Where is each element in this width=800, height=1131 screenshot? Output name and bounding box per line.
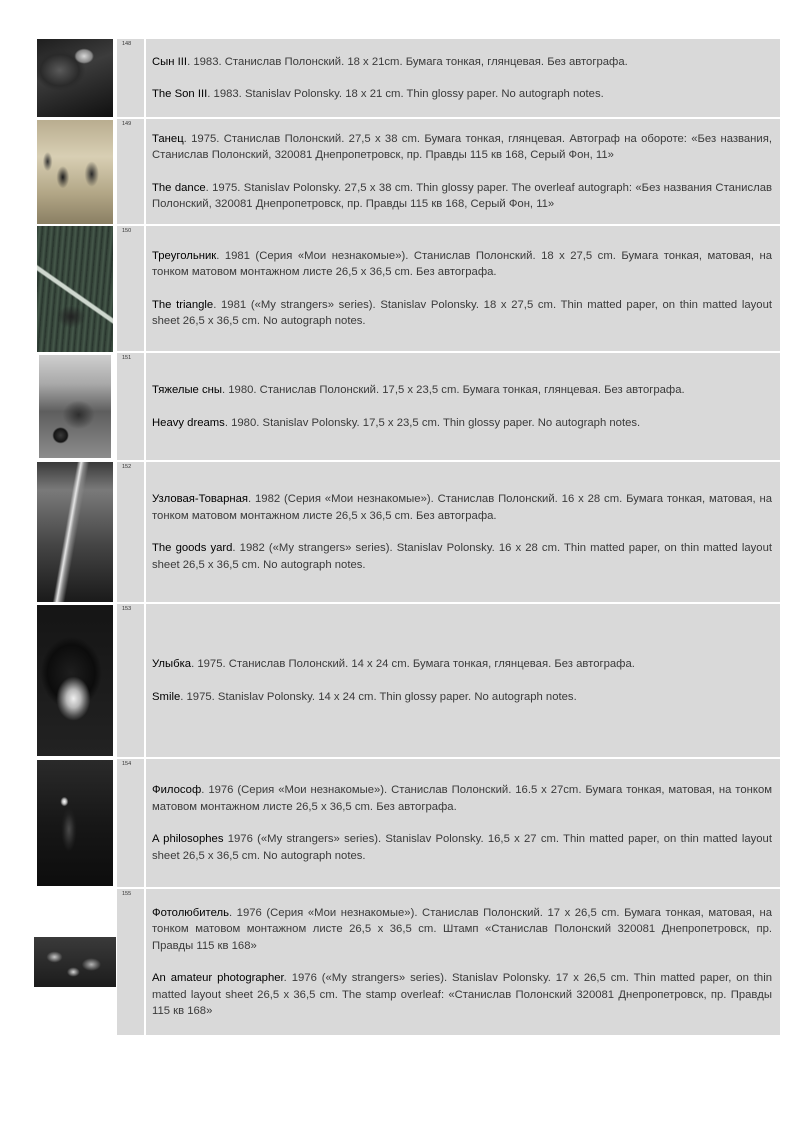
entry-number-cell: [116, 462, 146, 602]
entry-number-cell: [116, 226, 146, 351]
thumbnail-cell: [34, 759, 116, 887]
catalog-entry: [34, 462, 780, 604]
russian-details: . 1975. Станислав Полонский. 27,5 x 38 cm. Бумага тонкая, глянцевая. Автограф на обороте: «Без названия, Станислав Полонский, 320081 Днепропетровск, пр. Правды 115 кв 168, Серый Фон, 11»: [152, 132, 772, 161]
russian-title: Тяжелые сны: [152, 384, 222, 396]
description-cell: [146, 604, 780, 757]
entry-number-cell: [116, 889, 146, 1035]
photo-thumbnail: [39, 355, 111, 458]
entry-number-cell: [116, 39, 146, 117]
english-description: [152, 689, 772, 706]
photo-thumbnail: [37, 760, 113, 886]
russian-details: . 1980. Станислав Полонский. 17,5 x 23,5 cm. Бумага тонкая, глянцевая. Без автографа.: [222, 384, 685, 396]
entry-number: 148: [122, 41, 132, 47]
english-title: Heavy dreams: [152, 416, 225, 429]
english-description: [152, 86, 772, 103]
catalog-entry: [34, 889, 780, 1037]
catalog-entry: [34, 119, 780, 226]
russian-title: Узловая-Товарная: [152, 493, 249, 505]
russian-title: Сын III: [152, 55, 188, 68]
catalog-entry: [34, 39, 780, 119]
description-cell: [146, 39, 780, 117]
catalog-entry: [34, 226, 780, 353]
russian-description: [152, 131, 772, 164]
russian-details: . 1976 (Серия «Мои незнакомые»). Станислав Полонский. 16.5 x 27cm. Бумага тонкая, матовая, на тонком матовом монтажном листе 26,5 x 36,5 cm. Без автографа.: [152, 784, 772, 813]
entry-number: 149: [122, 121, 132, 127]
description-cell: [146, 226, 780, 351]
photo-thumbnail: [37, 605, 113, 756]
photo-thumbnail: [37, 462, 113, 602]
entry-number: 152: [122, 464, 132, 470]
english-details: . 1975. Stanislav Polonsky. 14 x 24 cm. Thin glossy paper. No autograph notes.: [180, 690, 577, 703]
russian-title: Философ: [152, 784, 202, 796]
entry-number: 155: [122, 891, 132, 897]
russian-title: Фотолюбитель: [152, 906, 229, 919]
english-details: . 1975. Stanislav Polonsky. 27,5 x 38 cm. Thin glossy paper. The overleaf autograph: «Без названия Станислав Полонский, 320081 Днепропетровск, пр. Правды 115 кв 168, Серый Фон, 11»: [152, 181, 772, 210]
russian-description: [152, 54, 772, 71]
photo-thumbnail: [37, 39, 113, 117]
russian-details: . 1981 (Серия «Мои незнакомые»). Станислав Полонский. 18 x 27,5 cm. Бумага тонкая, матовая, на тонком матовом монтажном листе 26,5 x 36,5 cm. Без автографа.: [152, 249, 772, 278]
english-title: Smile: [152, 690, 181, 703]
russian-description: [152, 656, 772, 673]
russian-title: Танец: [152, 132, 184, 145]
description-cell: [146, 759, 780, 887]
english-details: . 1981 («My strangers» series). Stanislav Polonsky. 18 x 27,5 cm. Thin matted paper, on thin matted layout sheet 26,5 x 36,5 cm. No autograph notes.: [152, 298, 772, 327]
english-title: A philosophes: [152, 833, 224, 845]
russian-title: Улыбка: [152, 658, 192, 670]
english-description: [152, 831, 772, 864]
thumbnail-cell: [34, 353, 116, 460]
photo-thumbnail: [37, 120, 113, 224]
thumbnail-cell: [34, 119, 116, 224]
catalog-entry: [34, 604, 780, 759]
russian-details: . 1983. Станислав Полонский. 18 x 21cm. Бумага тонкая, глянцевая. Без автографа.: [187, 55, 628, 68]
russian-description: [152, 248, 772, 281]
russian-details: . 1975. Станислав Полонский. 14 x 24 cm. Бумага тонкая, глянцевая. Без автографа.: [191, 658, 635, 670]
catalog-table: [34, 39, 780, 1037]
english-description: [152, 970, 772, 1020]
english-details: . 1982 («My strangers» series). Stanislav Polonsky. 16 x 28 cm. Thin matted paper, on thin matted layout sheet 26,5 x 36,5 cm. No autograph notes.: [152, 542, 772, 571]
russian-description: [152, 782, 772, 815]
russian-details: . 1982 (Серия «Мои незнакомые»). Станислав Полонский. 16 x 28 cm. Бумага тонкая, матовая, на тонком матовом монтажном листе 26,5 x 36,5 cm. Без автографа.: [152, 493, 772, 522]
english-description: [152, 415, 772, 432]
english-title: The Son III: [152, 88, 208, 100]
description-cell: [146, 119, 780, 224]
english-title: An amateur photographer: [152, 972, 284, 984]
description-cell: [146, 889, 780, 1035]
thumbnail-cell: [34, 462, 116, 602]
entry-number-cell: [116, 119, 146, 224]
entry-number-cell: [116, 604, 146, 757]
entry-number: 153: [122, 606, 132, 612]
russian-description: [152, 905, 772, 955]
entry-number-cell: [116, 353, 146, 460]
thumbnail-cell: [34, 226, 116, 351]
english-description: [152, 180, 772, 213]
thumbnail-cell: [34, 39, 116, 117]
english-title: The goods yard: [152, 542, 233, 554]
description-cell: [146, 462, 780, 602]
english-description: [152, 297, 772, 330]
english-title: The triangle: [152, 298, 214, 311]
english-title: The dance: [152, 181, 206, 194]
russian-description: [152, 382, 772, 399]
entry-number: 150: [122, 228, 132, 234]
entry-number: 154: [122, 761, 132, 767]
thumbnail-cell: [34, 889, 116, 1035]
english-details: . 1980. Stanislav Polonsky. 17,5 x 23,5 cm. Thin glossy paper. No autograph notes.: [224, 416, 641, 429]
entry-number: 151: [122, 355, 132, 361]
english-description: [152, 540, 772, 573]
english-details: . 1976 («My strangers» series). Stanislav Polonsky. 17 x 26,5 cm. Thin matted paper, on thin matted layout sheet 26,5 x 36,5 cm. The stamp overleaf: «Станислав Полонский 320081 Днепропетровск, пр. Правды 115 кв 168»: [152, 972, 772, 1017]
catalog-entry: [34, 759, 780, 889]
thumbnail-cell: [34, 604, 116, 757]
entry-number-cell: [116, 759, 146, 887]
russian-details: . 1976 (Серия «Мои незнакомые»). Станислав Полонский. 17 x 26,5 cm. Бумага тонкая, матовая, на тонком матовом монтажном листе 26,5 x 36,5 cm. Штамп «Станислав Полонский 320081 Днепропетровск, пр. Правды 115 кв 168»: [152, 906, 772, 952]
description-cell: [146, 353, 780, 460]
english-details: . 1983. Stanislav Polonsky. 18 x 21 cm. Thin glossy paper. No autograph notes.: [207, 88, 604, 100]
english-details: 1976 («My strangers» series). Stanislav Polonsky. 16,5 x 27 cm. Thin matted paper, on thin matted layout sheet 26,5 x 36,5 cm. No autograph notes.: [152, 833, 772, 862]
photo-thumbnail: [37, 226, 113, 352]
catalog-entry: [34, 353, 780, 462]
russian-title: Треугольник: [152, 249, 217, 262]
russian-description: [152, 491, 772, 524]
photo-thumbnail: [34, 937, 116, 987]
